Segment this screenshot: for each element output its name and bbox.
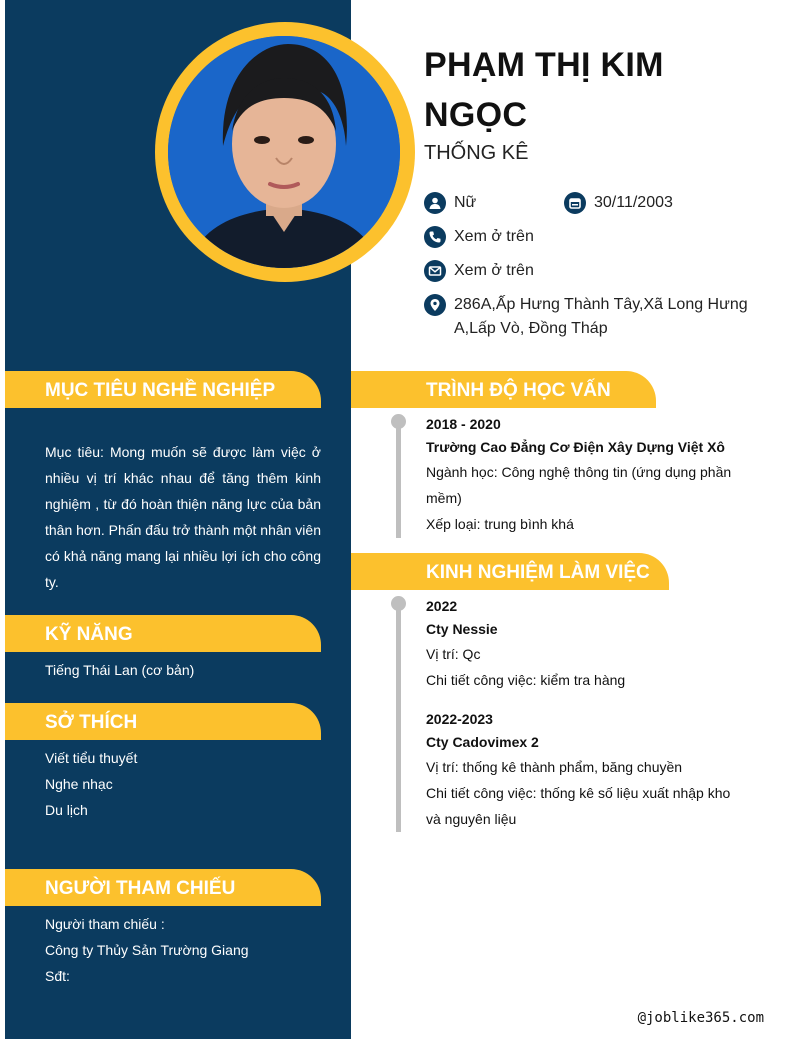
- objective-header: MỤC TIÊU NGHỀ NGHIỆP: [5, 371, 321, 408]
- experience-timeline-dot: [391, 596, 406, 611]
- experience-detail: Chi tiết công việc: thống kê số liệu xuất nhập kho và nguyên liệu: [426, 785, 731, 827]
- location-icon: [424, 294, 446, 316]
- education-timeline: [396, 420, 401, 538]
- phone-icon: [424, 226, 446, 248]
- avatar: [168, 36, 400, 268]
- email-row: [424, 259, 534, 283]
- experience-position: Vị trí: thống kê thành phẩm, băng chuyền: [426, 759, 683, 775]
- skill-item: Tiếng Thái Lan (cơ bản): [45, 662, 195, 678]
- experience-period: 2022-2023: [426, 711, 493, 727]
- education-timeline-dot: [391, 414, 406, 429]
- job-title: THỐNG KÊ: [424, 142, 529, 164]
- reference-item: Công ty Thủy Sản Trường Giang: [45, 942, 249, 958]
- education-entry: [426, 413, 746, 537]
- references-header: NGƯỜI THAM CHIẾU: [5, 869, 321, 906]
- phone-row: [424, 225, 534, 249]
- phone-value[interactable]: Xem ở trên: [454, 228, 534, 245]
- address-row: [424, 293, 754, 341]
- hobbies-header: SỞ THÍCH: [5, 703, 321, 740]
- email-value[interactable]: Xem ở trên: [454, 262, 534, 279]
- education-period: 2018 - 2020: [426, 416, 501, 432]
- user-icon: [424, 192, 446, 214]
- experience-company: Cty Nessie: [426, 621, 498, 637]
- hobby-item: Du lịch: [45, 802, 88, 818]
- candidate-name: PHẠM THỊ KIM NGỌC: [424, 46, 664, 134]
- experience-entry: [426, 595, 746, 693]
- experience-timeline: [396, 602, 401, 832]
- skills-header: KỸ NĂNG: [5, 615, 321, 652]
- education-rank: Xếp loại: trung bình khá: [426, 516, 574, 532]
- gender-row: [424, 191, 476, 215]
- hobby-item: Nghe nhạc: [45, 776, 113, 792]
- calendar-icon: [564, 192, 586, 214]
- objective-text: Mục tiêu: Mong muốn sẽ được làm việc ở nhiều vị trí khác nhau để tăng thêm kinh nghiệm , từ đó hoàn thiện năng lực của bản thân hơn. Phấn đấu trở thành một nhân viên có khả năng mang lại nhiều lợi ích cho công ty.: [45, 444, 321, 590]
- reference-item: Người tham chiếu :: [45, 916, 165, 932]
- hobby-item: Viết tiểu thuyết: [45, 750, 138, 766]
- watermark: @joblike365.com: [637, 1010, 764, 1026]
- gender-value: Nữ: [454, 194, 477, 211]
- email-icon: [424, 260, 446, 282]
- birthday-row: [564, 191, 673, 215]
- experience-header: KINH NGHIỆM LÀM VIỆC: [351, 553, 669, 590]
- reference-item: Sđt:: [45, 968, 70, 984]
- references-list: [45, 911, 249, 989]
- experience-period: 2022: [426, 598, 458, 614]
- experience-entry: [426, 708, 746, 832]
- address-value: 286A,Ấp Hưng Thành Tây,Xã Long Hưng A,Lấp Vò, Đồng Tháp: [454, 296, 748, 337]
- skills-list: [45, 657, 194, 683]
- education-school: Trường Cao Đẳng Cơ Điện Xây Dựng Việt Xô: [426, 439, 725, 455]
- hobbies-list: [45, 745, 137, 823]
- birthday-value: 30/11/2003: [594, 194, 673, 211]
- education-major: Ngành học: Công nghệ thông tin (ứng dụng phần mềm): [426, 464, 732, 506]
- experience-detail: Chi tiết công việc: kiểm tra hàng: [426, 672, 626, 688]
- education-header: TRÌNH ĐỘ HỌC VẤN: [351, 371, 656, 408]
- experience-company: Cty Cadovimex 2: [426, 734, 539, 750]
- experience-position: Vị trí: Qc: [426, 646, 481, 662]
